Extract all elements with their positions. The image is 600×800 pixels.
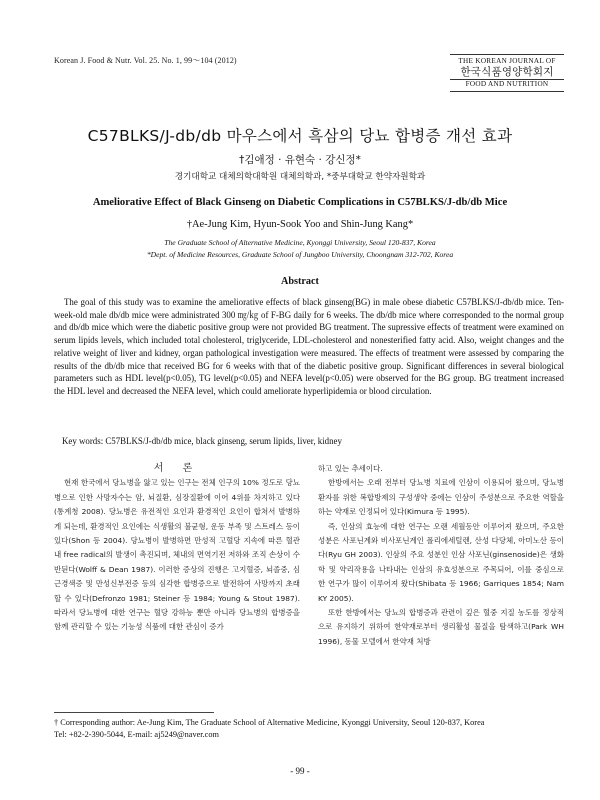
body-paragraph: 한방에서는 오래 전부터 당뇨병 치료에 인삼이 이용되어 왔으며, 당뇨병 환자를 위한 복합방제의 구성생약 중에는 인삼이 주성분으로 주요한 역할을 하는 약재로 인정되어 있다(Kimura 등 1995). xyxy=(318,478,564,517)
body-column-right xyxy=(318,462,564,649)
authors-english: †Ae-Jung Kim, Hyun-Sook Yoo and Shin-Jung Kang* xyxy=(186,219,414,230)
section-heading-introduction: 서 론 xyxy=(153,463,201,474)
body-column-left xyxy=(54,462,300,635)
title-english: Ameliorative Effect of Black Ginseng on Diabetic Complications in C57BLKS/J-db/db Mice xyxy=(92,197,508,208)
journal-name-en-top: THE KOREAN JOURNAL OF xyxy=(458,57,556,65)
page-number: - 99 - xyxy=(290,766,310,776)
title-korean: C57BLKS/J-db/db 마우스에서 흑삼의 당뇨 합병증 개선 효과 xyxy=(87,127,513,145)
affiliation-korean: 경기대학교 대체의학대학원 대체의학과, *중부대학교 한약자원학과 xyxy=(174,172,426,182)
body-paragraph: 현재 한국에서 당뇨병을 앓고 있는 인구는 전체 인구의 10% 정도로 당뇨병으로 인한 사망자수는 암, 뇌질환, 심장질환에 이어 4위를 차지하고 있다(통계청 2008). 당뇨병은 유전적인 요인과 환경적인 요인이 합쳐서 발병하게 되는데, 환경적인 요인에는 식생활의 불균형, 운동 부족 및 스트레스 등이 있다(Shon 등 2004). 당뇨병이 발병하면 만성적 고혈당 지속에 따른 혈관 내 free radical의 발생이 촉진되며, 체내의 면역기전 저하와 조직 손상이 수반된다(Wolff & Dean 1987). 이러한 증상의 진행은 고지혈증, 뇌졸중, 심근경색증 및 만성신부전증 등의 심각한 합병증으로 발전하여 사망까지 초래할 수 있다(Defronzo 1981; Steiner 등 1984; Young & Stout 1987). 따라서 당뇨병에 대한 연구는 혈당 강하능 뿐만 아니라 당뇨병의 합병증을 함께 관리할 수 있는 기능성 식품에 대한 관심이 증가 xyxy=(54,478,300,632)
body-paragraph: 하고 있는 추세이다. xyxy=(318,464,383,473)
citation-line: Korean J. Food & Nutr. Vol. 25. No. 1, 99～104 (2012) xyxy=(54,56,237,65)
affiliation-english-2: *Dept. of Medicine Resources, Graduate School of Jungboo University, Choongnam 312-702, Korea xyxy=(146,250,454,259)
journal-name-ko: 한국식품영양학회지 xyxy=(460,66,554,78)
journal-name-en-bottom: FOOD AND NUTRITION xyxy=(465,80,549,88)
footnote-line-1: † Corresponding author: Ae-Jung Kim, The Graduate School of Alternative Medicine, Kyonggi University, Seoul 120-837, Korea xyxy=(54,718,485,727)
abstract-heading: Abstract xyxy=(281,276,319,287)
abstract-text: The goal of this study was to examine the ameliorative effects of black ginseng(BG) in male obese diabetic C57BLKS/J-db/db mice. Ten-week-old male db/db mice were administrated 300 ㎎/㎏ of F-BG daily for 6 weeks. The db/db mice where corresponded to the normal group and db/db mice which were the diabetic positive group were not provided BG treatment. The supressive effects of treatment were examined on serum lipids levels, which included total cholesterol, triglyceride, LDL-cholesterol and nonesterified fatty acid. Also, weight changes and the relative weight of liver and kidney, organ pathological investigation were measured. The effects of treatment were assessed by comparing the results of the db/db mice that received BG for 6 weeks with that of the diabetic positive group. Significant differences in several biological parameters such as HDL level(p<0.05), TG level(p<0.05) and NEFA level(p<0.05) were observed for the BG group. BG treatment increased the HDL level and decreased the NEFA level, which could ameliorate hyperlipidemia or blood circulation. xyxy=(54,297,564,396)
footnote-line-2: Tel: +82-2-390-5044, E-mail: aj5249@naver.com xyxy=(54,730,219,739)
journal-masthead xyxy=(450,54,564,92)
keywords: Key words: C57BLKS/J-db/db mice, black ginseng, serum lipids, liver, kidney xyxy=(62,436,342,446)
corresponding-author-footnote xyxy=(54,717,566,741)
abstract-body xyxy=(54,296,564,398)
body-paragraph: 또한 한방에서는 당뇨의 합병증과 관련이 깊은 혈중 지질 농도를 정상적으로 유지하기 위하여 한약재로부터 생리활성 물질을 탐색하고(Park WH 1996), 동물 모델에서 한약재 처방 xyxy=(318,608,564,646)
footnote-rule xyxy=(54,712,214,713)
body-paragraph: 즉, 인삼의 효능에 대한 연구는 오랜 세월동안 이루어져 왔으며, 주요한 성분은 사포닌계와 비사포닌계인 폴리에세틸렌, 산성 다당체, 아미노산 등이다(Ryu GH 2003). 인삼의 주요 성분인 인삼 사포닌(ginsenoside)은 생화학 및 약리작용을 나타내는 인삼의 유효성분으로 주목되어, 이를 중심으로 한 연구가 많이 이루어져 왔다(Shibata 등 1966; Garriques 1854; Nam KY 2005). xyxy=(318,521,564,603)
authors-korean: †김애정 · 유현숙 · 강신정* xyxy=(239,154,361,166)
masthead-rule-bottom xyxy=(450,91,564,92)
affiliation-english-1: The Graduate School of Alternative Medicine, Kyonggi University, Seoul 120-837, Korea xyxy=(164,238,436,247)
